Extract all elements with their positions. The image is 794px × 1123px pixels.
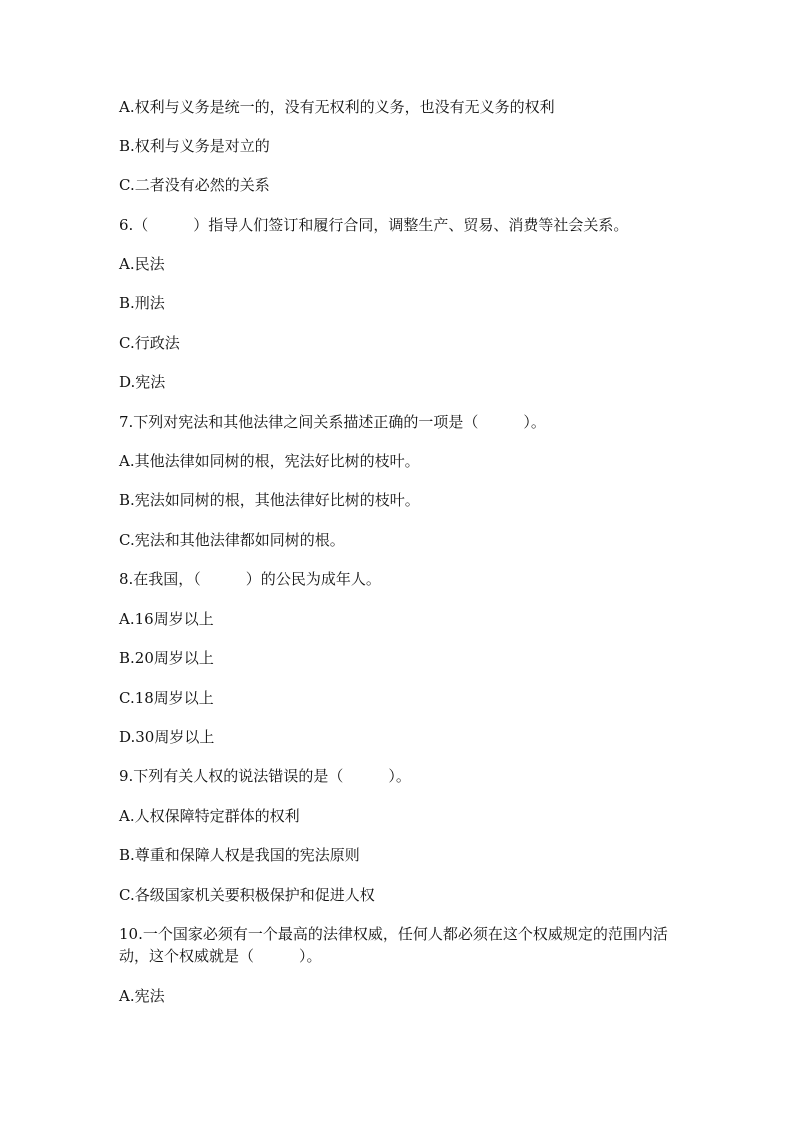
q9-option-a: A.人权保障特定群体的权利 [119,807,300,825]
q9-option-b: B.尊重和保障人权是我国的宪法原则 [119,846,360,864]
q6-option-c: C.行政法 [119,334,180,352]
question-10: 10.一个国家必须有一个最高的法律权威，任何人都必须在这个权威规定的范围内活动，这个权威就是（ ）。 [119,925,668,965]
q9-option-c: C.各级国家机关要积极保护和促进人权 [119,886,375,904]
q5-option-b: B.权利与义务是对立的 [119,137,270,155]
q8-option-b: B.20周岁以上 [119,649,214,667]
q6-option-d: D.宪法 [119,373,166,391]
q8-option-c: C.18周岁以上 [119,689,214,707]
q7-option-c: C.宪法和其他法律都如同树的根。 [119,531,345,549]
q5-option-c: C.二者没有必然的关系 [119,176,270,194]
q6-option-a: A.民法 [119,255,165,273]
question-8: 8.在我国，（ ）的公民为成年人。 [119,570,381,588]
q8-option-a: A.16周岁以上 [119,610,214,628]
question-9: 9.下列有关人权的说法错误的是（ ）。 [119,767,411,785]
q5-option-a: A.权利与义务是统一的，没有无权利的义务，也没有无义务的权利 [119,98,555,116]
q7-option-a: A.其他法律如同树的根，宪法好比树的枝叶。 [119,452,420,470]
question-6: 6.（ ）指导人们签订和履行合同，调整生产、贸易、消费等社会关系。 [119,216,629,234]
q10-option-a: A.宪法 [119,987,165,1005]
q7-option-b: B.宪法如同树的根，其他法律好比树的枝叶。 [119,491,420,509]
question-7: 7.下列对宪法和其他法律之间关系描述正确的一项是（ ）。 [119,413,546,431]
q8-option-d: D.30周岁以上 [119,728,215,746]
q6-option-b: B.刑法 [119,294,165,312]
